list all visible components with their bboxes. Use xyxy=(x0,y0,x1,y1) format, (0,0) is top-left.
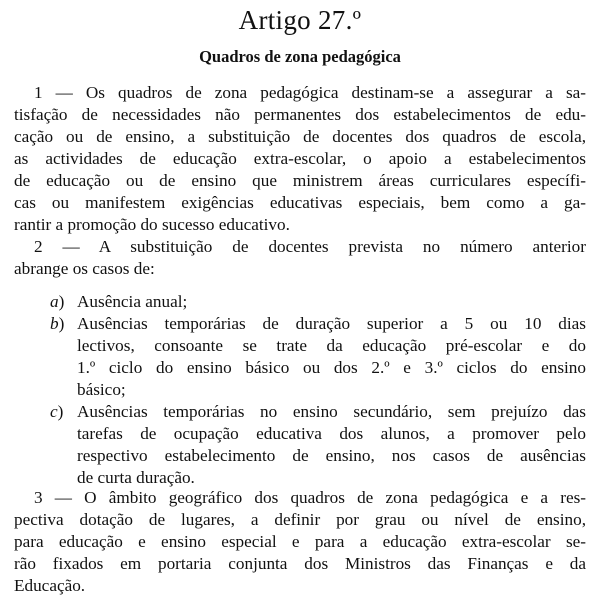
text-line: pectiva dotação de lugares, a definir por grau ou nível de ensino, xyxy=(14,510,586,529)
article-subtitle: Quadros de zona pedagógica xyxy=(199,47,401,66)
text-line: abrange os casos de: xyxy=(14,259,155,278)
text-line: cas ou manifestem exigências educativas especiais, bem como a ga- xyxy=(14,193,586,212)
text-line: 3 — O âmbito geográfico dos quadros de zona pedagógica e a res- xyxy=(34,488,586,507)
text-line: tarefas de ocupação educativa dos alunos, a promover pelo xyxy=(77,424,586,443)
text-line: Ausências temporárias no ensino secundário, sem prejuízo das xyxy=(77,402,586,421)
text-line: rantir a promoção do sucesso educativo. xyxy=(14,215,290,234)
text-line: cação ou de ensino, a substituição de docentes dos quadros de escola, xyxy=(14,127,586,146)
text-line: tisfação de necessidades não permanentes dos estabelecimentos de edu- xyxy=(14,105,586,124)
item-marker: b xyxy=(50,314,59,333)
text-line: rão fixados em portaria conjunta dos Ministros das Finanças e da xyxy=(14,554,586,573)
text-line: lectivos, consoante se trate da educação pré-escolar e do xyxy=(77,336,586,355)
text-line: de educação ou de ensino que ministrem áreas curriculares específi- xyxy=(14,171,586,190)
text-line: 1 — Os quadros de zona pedagógica destinam-se a assegurar a sa- xyxy=(34,83,586,102)
text-line: 2 — A substituição de docentes prevista no número anterior xyxy=(34,237,586,256)
text-line: respectivo estabelecimento de ensino, nos casos de ausências xyxy=(77,446,586,465)
item-marker: a xyxy=(50,292,59,311)
text-line: de curta duração. xyxy=(77,468,195,487)
text-line: Ausências temporárias de duração superior a 5 ou 10 dias xyxy=(77,314,586,333)
article-title: Artigo 27.º xyxy=(238,5,362,35)
text-line: básico; xyxy=(77,380,126,399)
document-page: Artigo 27.º Quadros de zona pedagógica 1 — Os quadros de zona pedagógica destinam-se a assegurar a sa- tisfação de necessidades não permanentes dos estabelecimentos de edu- cação ou de ensino, a substituição de docentes dos quadros de escola, as actividades de educação extra-escolar, o apoio a estabelecimentos de educação ou de ensino que ministrem áreas curriculares específi- cas ou manifestem exigências educativas especiais, bem como a ga- rantir a promoção do sucesso educativo. 2 — A substituição de docentes prevista no número anterior abrange os casos de: a) Ausência anual; b) Ausências temporárias de duração superior a 5 ou 10 dias lectivos, consoante se trate da educação pré-escolar e do 1.º ciclo do ensino básico ou dos 2.º e 3.º ciclos do ensino básico; c) Ausências temporárias no ensino secundário, sem prejuízo das tarefas de ocupação educativa dos alunos, a promover pelo respectivo estabelecimento de ensino, nos casos de ausências de curta duração. 3 — O âmbito geográfico dos quadros de zona pedagógica e a res- pectiva dotação de lugares, a definir por grau ou nível de ensino, para educação e ensino especial e para a educação extra-escolar se- rão fixados em portaria conjunta dos Ministros das Finanças e da Educação. xyxy=(0,0,600,592)
text-line: as actividades de educação extra-escolar, o apoio a estabelecimentos xyxy=(14,149,586,168)
text-line: Ausência anual; xyxy=(77,292,188,311)
item-marker: c xyxy=(50,402,58,421)
text-line: Educação. xyxy=(14,576,86,595)
text-line: 1.º ciclo do ensino básico ou dos 2.º e 3.º ciclos do ensino xyxy=(77,358,586,377)
text-line: para educação e ensino especial e para a educação extra-escolar se- xyxy=(14,532,586,551)
